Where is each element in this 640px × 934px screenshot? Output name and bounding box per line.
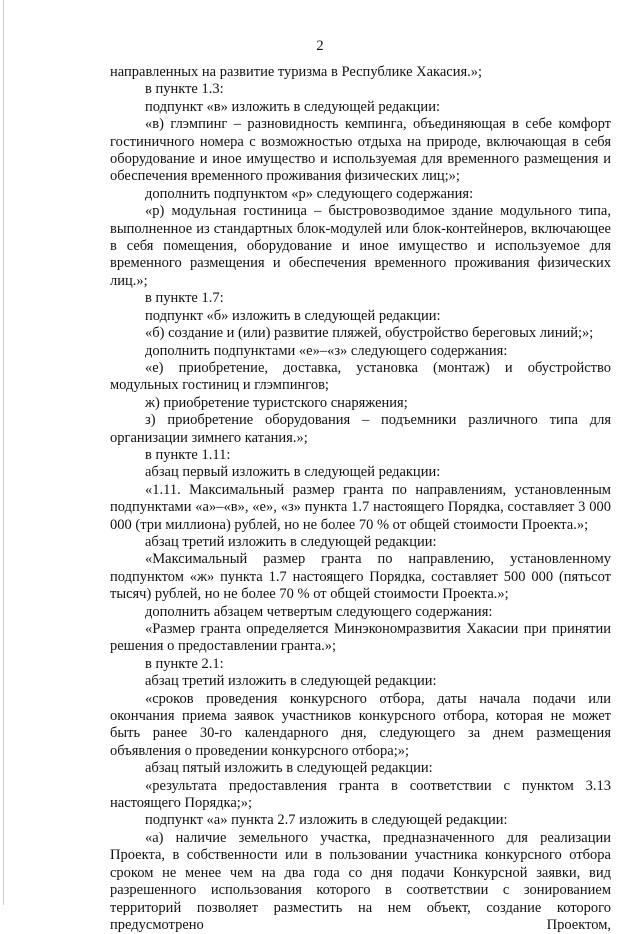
paragraph-subitem-e: «е) приобретение, доставка, установка (монтаж) и обустройство модульных гостиниц и глэмпингов; (110, 359, 611, 394)
paragraph-instruction: дополнить абзацем четвертым следующего содержания: (145, 603, 493, 620)
paragraph-grant-size: «Размер гранта определяется Минэкономразвития Хакасии при принятии решения о предоставлении гранта.»; (110, 621, 611, 655)
document-body (110, 64, 611, 934)
paragraph-clause-1-7: в пункте 1.7: (145, 290, 224, 307)
paragraph-grant-result: «результата предоставления гранта в соответствии с пунктом 3.13 настоящего Порядка;»; (110, 777, 611, 812)
paragraph-clause-1-11: в пункте 1.11: (145, 446, 231, 463)
paragraph-max-grant-equipment: «Максимальный размер гранта по направлению, установленному подпунктом «ж» пункта 1.7 настоящего Порядка, составляет 500 000 (пятьсот тысяч) рублей, но не более 70 % от общей стоимости Проекта.»; (110, 551, 611, 603)
paragraph-subitem-z: з) приобретение оборудования – подъемники различного типа для организации зимнего катания.»; (110, 412, 611, 446)
paragraph-subitem-zh: ж) приобретение туристского снаряжения; (145, 394, 408, 411)
paragraph-instruction: абзац третий изложить в следующей редакции: (145, 533, 437, 550)
paragraph-instruction: абзац третий изложить в следующей редакции: (145, 673, 437, 690)
paragraph-max-grant: «1.11. Максимальный размер гранта по направлениям, установленным подпунктами «а»–«в», «е», «з» пункта 1.7 настоящего Порядка, составляет 3 000 000 (три миллиона) рублей, но не более 70 % от общей стоимости Проекта.»; (110, 481, 611, 533)
paragraph-instruction: подпункт «б» изложить в следующей редакции: (145, 307, 441, 324)
paragraph-instruction: подпункт «а» пункта 2.7 изложить в следующей редакции: (145, 812, 508, 829)
paragraph-continuation: направленных на развитие туризма в Республике Хакасия.»; (110, 64, 483, 80)
paragraph-beaches: «б) создание и (или) развитие пляжей, обустройство береговых линий;»; (145, 325, 594, 342)
paragraph-instruction: дополнить подпунктом «р» следующего содержания: (145, 185, 474, 202)
paragraph-glamping-definition: «в) глэмпинг – разновидность кемпинга, объединяющая в себе комфорт гостиничного номера с возможностью отдыха на природе, включающая в себя оборудование и иное имущество и используемая для временного размещения и обеспечения временного проживания физических лиц;»; (110, 116, 611, 185)
paragraph-selection-dates: «сроков проведения конкурсного отбора, даты начала подачи или окончания приема заявок участников конкурсного отбора, которая не может быть ранее 30-го календарного дня, следующего за днем размещения объявления о проведении конкурсного отбора;»; (110, 690, 611, 759)
paragraph-instruction: дополнить подпунктами «е»–«з» следующего содержания: (145, 342, 508, 359)
paragraph-clause-1-3: в пункте 1.3: (145, 81, 224, 98)
paragraph-instruction: абзац первый изложить в следующей редакции: (145, 464, 441, 481)
paragraph-instruction: подпункт «в» изложить в следующей редакции: (145, 98, 440, 115)
paragraph-land-plot: «а) наличие земельного участка, предназначенного для реализации Проекта, в собственности или в пользовании участника конкурсного отбора сроком не менее чем на два года со дня подачи Конкурсной заявки, вид разрешенного использования которого в соответствии с зонированием территорий позволяет разместить на нем объект, создание которого предусмотрено Проектом, (110, 829, 611, 933)
page-number: 2 (316, 38, 324, 54)
paragraph-modular-hotel-definition: «р) модульная гостиница – быстровозводимое здание модульного типа, выполненное из стандартных блок-модулей или блок-контейнеров, включающее в себя помещения, оборудование и иное имущество и используемое для временного размещения и обеспечения временного проживания физических лиц.»; (110, 203, 611, 289)
paragraph-clause-2-1: в пункте 2.1: (145, 655, 224, 672)
paragraph-instruction: абзац пятый изложить в следующей редакции: (145, 760, 433, 777)
scan-edge-line (3, 0, 4, 905)
